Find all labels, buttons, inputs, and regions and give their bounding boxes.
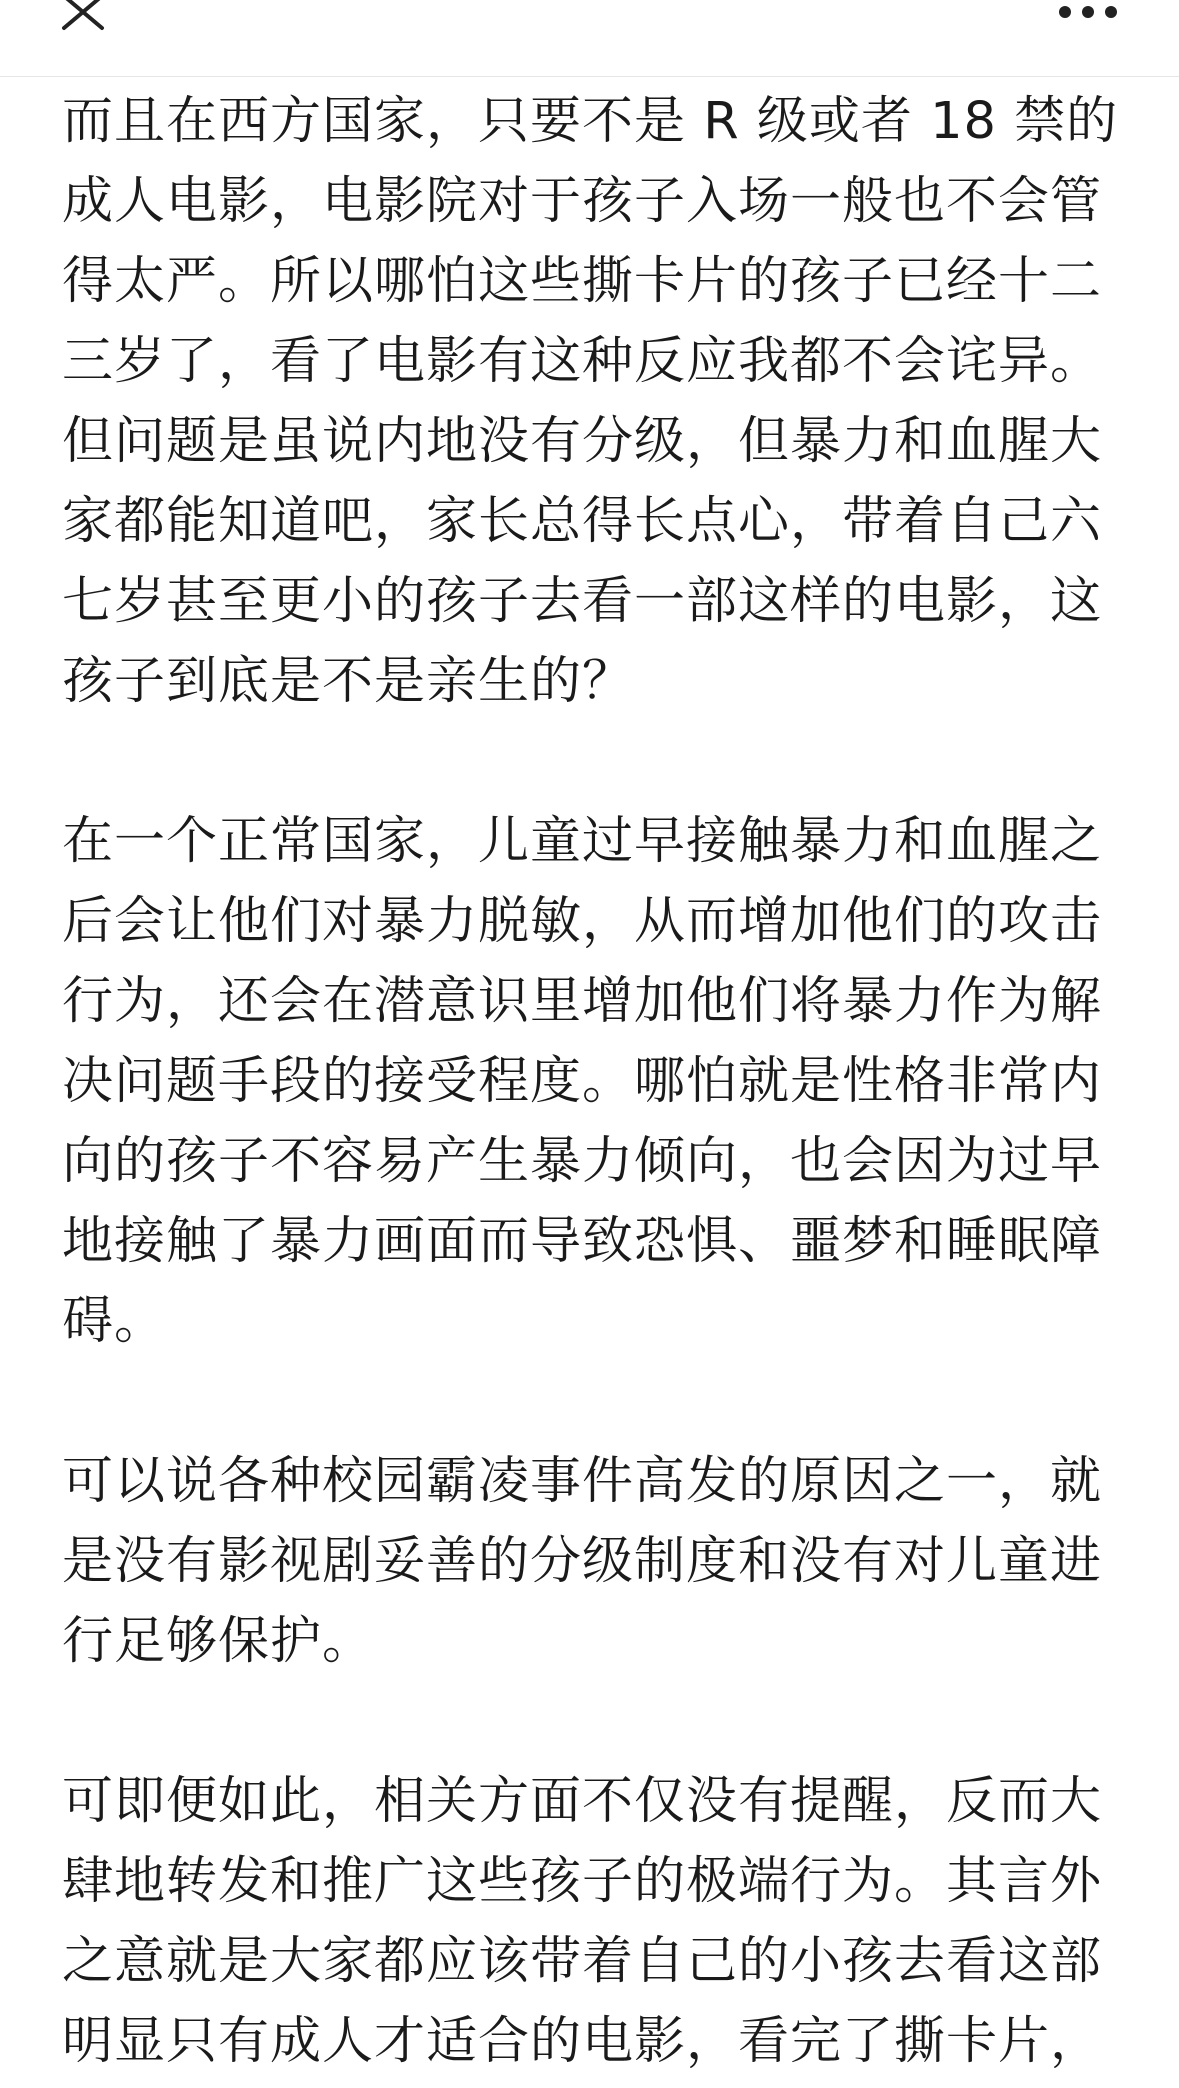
text-line: 但问题是虽说内地没有分级，但暴力和血腥大 — [62, 412, 1103, 471]
text-line: 家都能知道吧，家长总得长点心，带着自己六 — [62, 492, 1103, 551]
paragraph-gap — [62, 722, 1122, 802]
text-line: 之意就是大家都应该带着自己的小孩去看这部 — [62, 1932, 1103, 1991]
text-line: 可以说各种校园霸凌事件高发的原因之一，就 — [62, 1452, 1103, 1511]
paragraph-3 — [62, 1442, 1122, 1682]
text-line: 地接触了暴力画面而导致恐惧、噩梦和睡眠障 — [62, 1212, 1103, 1271]
text-line: 成人电影，电影院对于孩子入场一般也不会管 — [62, 172, 1103, 231]
text-line: 明显只有成人才适合的电影，看完了撕卡片， — [62, 2012, 1103, 2071]
more-dots-icon — [1053, 0, 1123, 24]
paragraph-1 — [62, 82, 1122, 722]
paragraph-gap — [62, 1362, 1122, 1442]
text-line: 在一个正常国家，儿童过早接触暴力和血腥之 — [62, 812, 1103, 871]
more-button[interactable] — [1053, 0, 1123, 24]
text-line: 七岁甚至更小的孩子去看一部这样的电影，这 — [62, 572, 1103, 631]
text-line: 行足够保护。 — [62, 1612, 375, 1671]
close-icon — [56, 0, 112, 38]
paragraph-2 — [62, 802, 1122, 1362]
paragraph-gap — [62, 1682, 1122, 1762]
paragraph-4 — [62, 1762, 1122, 2082]
text-line: 肆地转发和推广这些孩子的极端行为。其言外 — [62, 1852, 1103, 1911]
text-line: 三岁了，看了电影有这种反应我都不会诧异。 — [62, 332, 1103, 391]
text-line: 得太严。所以哪怕这些撕卡片的孩子已经十二 — [62, 252, 1103, 311]
text-line: 碍。 — [62, 1292, 167, 1351]
text-line: 决问题手段的接受程度。哪怕就是性格非常内 — [62, 1052, 1103, 1111]
text-line: 可即便如此，相关方面不仅没有提醒，反而大 — [62, 1772, 1103, 1831]
text-line: 孩子到底是不是亲生的？ — [62, 652, 635, 711]
text-line: 后会让他们对暴力脱敏，从而增加他们的攻击 — [62, 892, 1103, 951]
text-line: 行为，还会在潜意识里增加他们将暴力作为解 — [62, 972, 1103, 1031]
top-bar — [0, 0, 1179, 77]
text-line: 向的孩子不容易产生暴力倾向，也会因为过早 — [62, 1132, 1103, 1191]
text-line: 是没有影视剧妥善的分级制度和没有对儿童进 — [62, 1532, 1103, 1591]
text-line: 而且在西方国家，只要不是 R 级或者 18 禁的 — [62, 92, 1119, 151]
article-body — [62, 82, 1122, 2082]
close-button[interactable] — [56, 0, 112, 38]
